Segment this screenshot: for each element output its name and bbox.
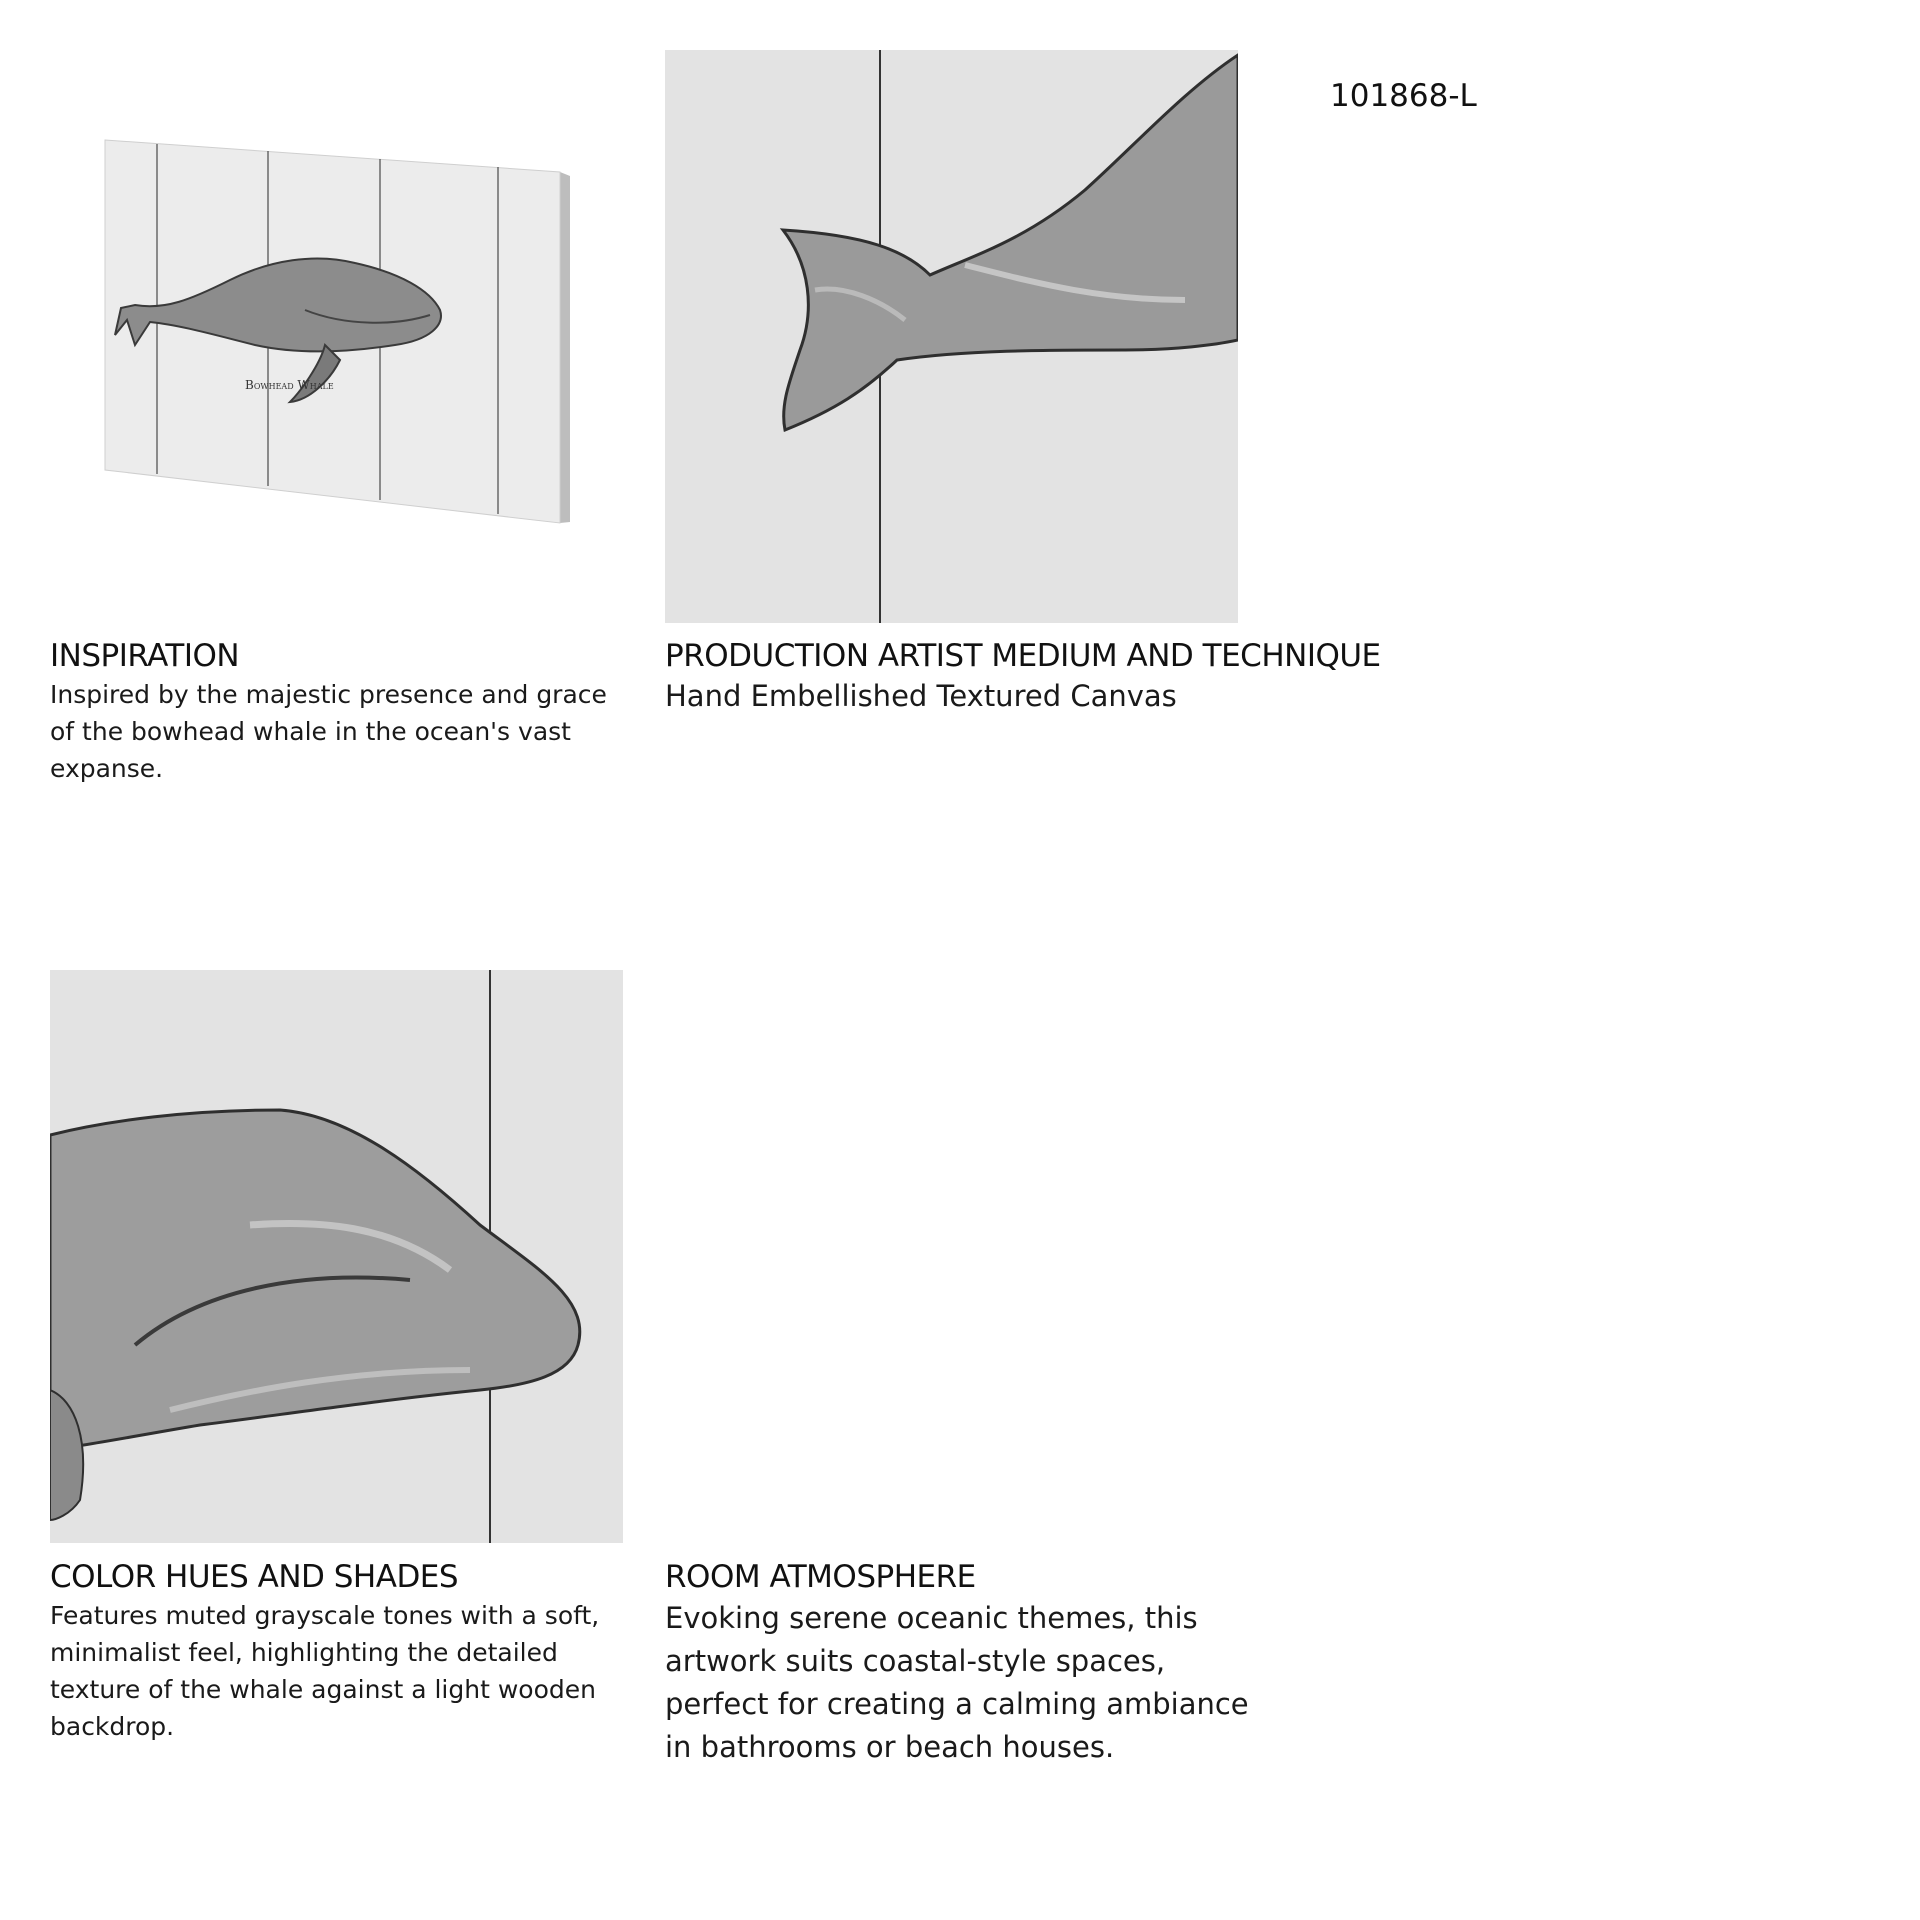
production-text: Hand Embellished Textured Canvas xyxy=(665,679,1177,713)
room-text: Evoking serene oceanic themes, this artwork suits coastal-style spaces, perfect for creating a calming ambiance in bathrooms or beach houses. xyxy=(665,1601,1249,1764)
production-heading: PRODUCTION ARTIST MEDIUM AND TECHNIQUE xyxy=(665,638,1381,674)
product-canvas-image xyxy=(95,130,575,530)
product-caption: Bowhead Whale xyxy=(245,378,334,392)
product-sku: 101868-L xyxy=(1330,78,1477,114)
inspiration-text: Inspired by the majestic presence and grace of the bowhead whale in the ocean's vast expanse. xyxy=(50,680,607,783)
color-heading: COLOR HUES AND SHADES xyxy=(50,1559,459,1595)
room-heading: ROOM ATMOSPHERE xyxy=(665,1559,976,1595)
detail-image-head xyxy=(50,970,623,1543)
detail-image-tail xyxy=(665,50,1238,623)
inspiration-heading: INSPIRATION xyxy=(50,638,240,674)
color-text: Features muted grayscale tones with a soft, minimalist feel, highlighting the detailed texture of the whale against a light wooden backdrop. xyxy=(50,1601,600,1741)
